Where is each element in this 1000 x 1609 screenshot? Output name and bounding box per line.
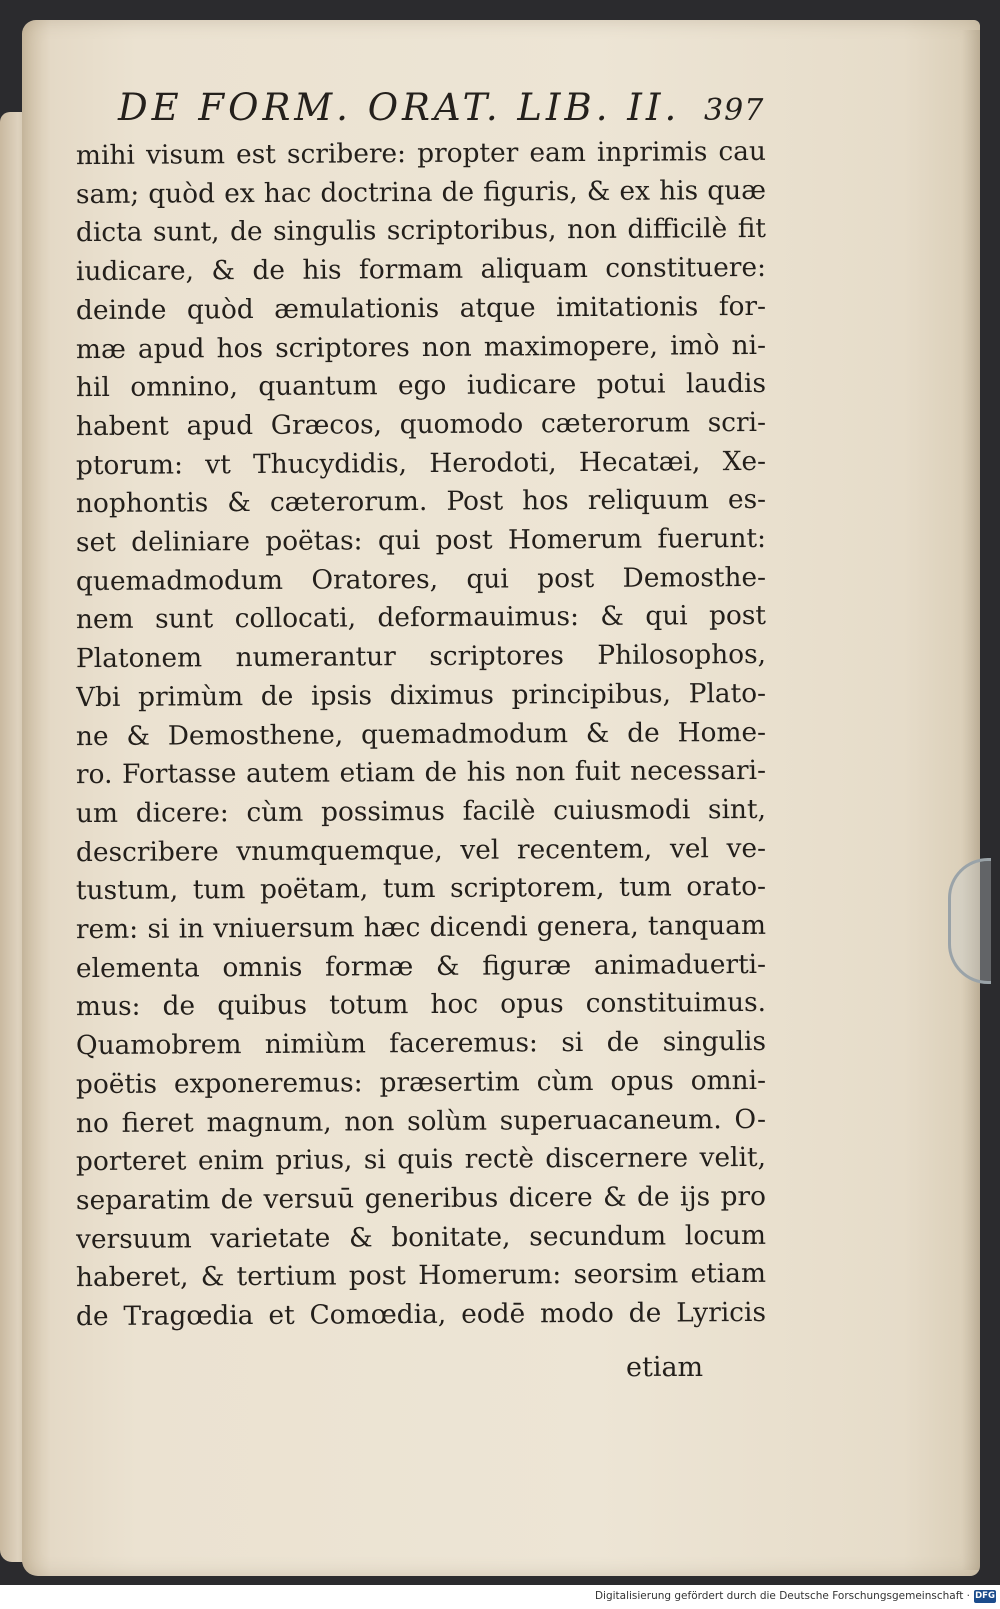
text-line: versuum varietate & bonitate, secundum locum (75, 1219, 767, 1255)
text-line: poëtis exponeremus: præsertim cùm opus omni- (75, 1064, 767, 1100)
page-fore-edge (962, 30, 980, 1570)
text-line: tustum, tum poëtam, tum scriptorem, tum orato- (75, 871, 767, 907)
text-line: porteret enim prius, si quis rectè discernere velit, (75, 1142, 767, 1178)
running-title: DE FORM. ORAT. LIB. II. (118, 86, 681, 129)
running-header (118, 86, 765, 129)
text-line: Vbi primùm de ipsis diximus principibus, Plato- (75, 677, 767, 713)
text-line: haberet, & tertium post Homerum: seorsim etiam (75, 1258, 767, 1294)
text-line: sam; quòd ex hac doctrina de figuris, & ex his quæ (75, 174, 767, 210)
text-line: de Tragœdia et Comœdia, eodē modo de Lyricis (75, 1296, 767, 1333)
text-line: mæ apud hos scriptores non maximopere, imò ni- (75, 329, 767, 365)
text-line: habent apud Græcos, quomodo cæterorum scri- (75, 406, 767, 443)
text-line: quemadmodum Oratores, qui post Demosthe- (75, 561, 767, 597)
body-text (76, 135, 766, 1335)
text-line: elementa omnis formæ & figuræ animaduerti- (75, 948, 767, 984)
text-line: ro. Fortasse autem etiam de his non fuit necessari- (75, 755, 767, 791)
text-line: nophontis & cæterorum. Post hos reliquum es- (75, 484, 767, 520)
text-line: ptorum: vt Thucydidis, Herodoti, Hecatæi, Xe- (75, 445, 767, 481)
text-line: ne & Demosthene, quemadmodum & de Home- (75, 716, 767, 752)
text-line: mus: de quibus totum hoc opus constituimus. (75, 987, 767, 1023)
page-clip (948, 858, 991, 984)
text-line: no fieret magnum, non solùm superuacaneum. O- (75, 1103, 767, 1139)
text-line: hil omnino, quantum ego iudicare potui laudis (75, 368, 767, 404)
text-line: um dicere: cùm possimus facilè cuiusmodi sint, (75, 793, 767, 830)
text-line: deinde quòd æmulationis atque imitationis for- (75, 290, 767, 326)
text-line: iudicare, & de his formam aliquam constituere: (75, 252, 767, 288)
page-number: 397 (704, 93, 765, 128)
text-line: Quamobrem nimiùm faceremus: si de singulis (75, 1026, 767, 1062)
text-line: describere vnumquemque, vel recentem, vel ve- (75, 832, 767, 868)
text-line: dicta sunt, de singulis scriptoribus, non difficilè fit (75, 213, 767, 249)
text-line: rem: si in vniuersum hæc dicendi genera, tanquam (75, 909, 767, 946)
dfg-logo-icon: DFG (975, 1591, 995, 1601)
text-line: separatim de versuū generibus dicere & de ijs pro (75, 1180, 767, 1217)
text-line: mihi visum est scribere: propter eam inprimis cau (75, 135, 767, 172)
funding-credit: Digitalisierung gefördert durch die Deutsche Forschungsgemeinschaft · (594, 1590, 970, 1602)
catchword: etiam (626, 1352, 704, 1383)
text-line: set deliniare poëtas: qui post Homerum fuerunt: (75, 522, 767, 559)
footer-bar (0, 1588, 1000, 1609)
text-line: Platonem numerantur scriptores Philosophos, (75, 639, 767, 675)
text-line: nem sunt collocati, deformauimus: & qui post (75, 600, 767, 636)
